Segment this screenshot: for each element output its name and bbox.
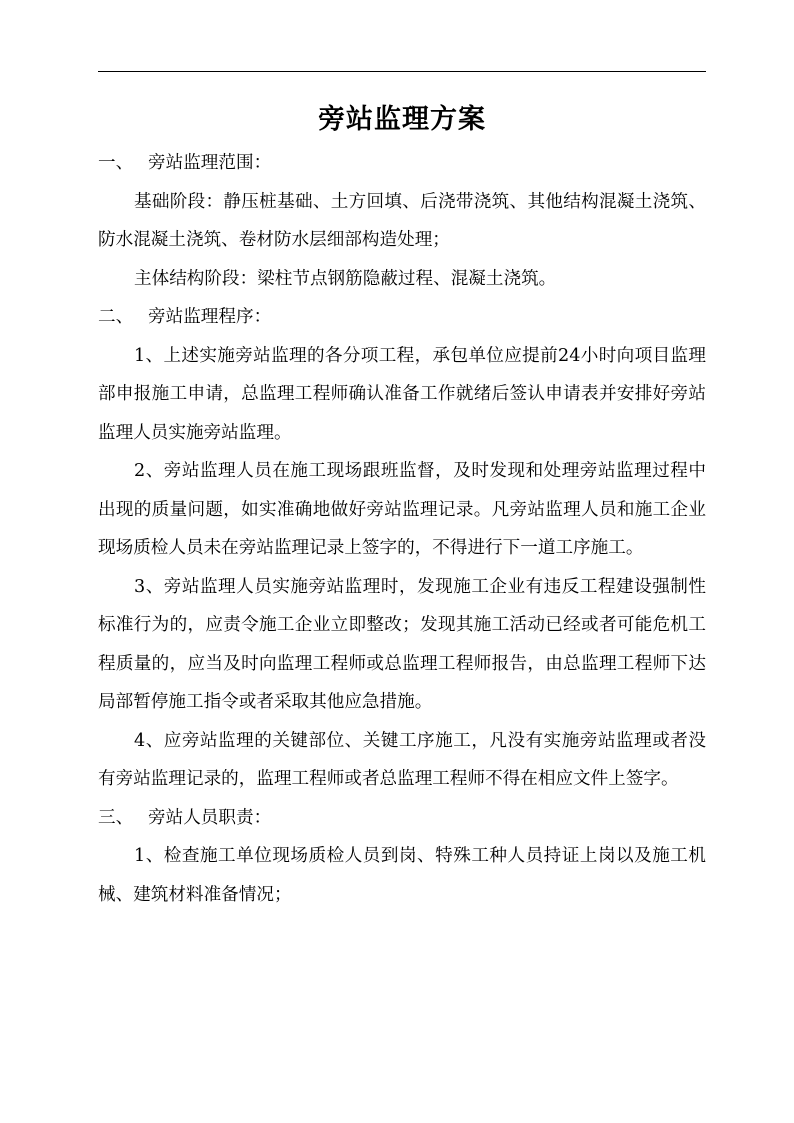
paragraph: 基础阶段：静压桩基础、土方回填、后浇带浇筑、其他结构混凝土浇筑、防水混凝土浇筑、卷材防水层细部构造处理；	[98, 191, 706, 250]
section-heading-3	[98, 799, 706, 838]
paragraph: 4、应旁站监理的关键部位、关键工序施工，凡没有实施旁站监理或者没有旁站监理记录的，监理工程师或者总监理工程师不得在相应文件上签字。	[98, 730, 706, 789]
paragraph: 3、旁站监理人员实施旁站监理时，发现施工企业有违反工程建设强制性标准行为的，应责令施工企业立即整改；发现其施工活动已经或者可能危机工程质量的，应当及时向监理工程师或总监理工程师报告，由总监理工程师下达局部暂停施工指令或者采取其他应急措施。	[98, 576, 706, 712]
header-rule	[98, 71, 706, 72]
paragraph: 1、检查施工单位现场质检人员到岗、特殊工种人员持证上岗以及施工机械、建筑材料准备情况；	[98, 846, 706, 905]
section-title: 旁站人员职责：	[148, 807, 272, 828]
paragraph: 主体结构阶段：梁柱节点钢筋隐蔽过程、混凝土浇筑。	[134, 268, 557, 289]
paragraph: 1、上述实施旁站监理的各分项工程，承包单位应提前24小时向项目监理部申报施工申请，总监理工程师确认准备工作就绪后签认申请表并安排好旁站监理人员实施旁站监理。	[98, 345, 706, 443]
section-heading-2	[98, 298, 706, 337]
document-body	[98, 144, 706, 914]
section-title: 旁站监理程序：	[148, 307, 272, 327]
section-heading-1	[98, 144, 706, 183]
document-title: 旁站监理方案	[318, 104, 486, 135]
section-number: 二、	[98, 307, 134, 327]
section-number: 三、	[98, 807, 134, 828]
section-title: 旁站监理范围：	[148, 153, 272, 173]
paragraph: 2、旁站监理人员在施工现场跟班监督，及时发现和处理旁站监理过程中出现的质量问题，如实准确地做好旁站监理记录。凡旁站监理人员和施工企业现场质检人员未在旁站监理记录上签字的，不得进行下一道工序施工。	[98, 461, 706, 558]
section-number: 一、	[98, 153, 134, 173]
